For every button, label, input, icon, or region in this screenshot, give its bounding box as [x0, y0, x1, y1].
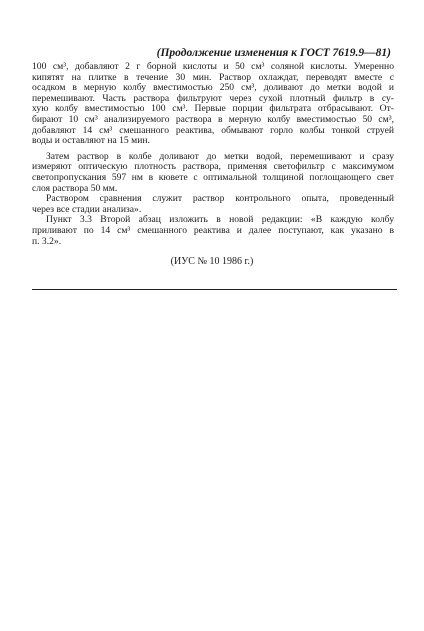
- text-line: 100 см³, добавляют 2 г борной кислоты и 50 см³ соляной кислоты. Умеренно: [32, 61, 394, 72]
- text-line: кипятят на плитке в течение 30 мин. Раствор охлаждат, переводят вместе с: [32, 71, 394, 83]
- paragraph-2: [32, 152, 394, 194]
- text-line: воды и оставляют на 15 мин.: [32, 135, 150, 147]
- text-line: Раствором сравнения служит раствор контрольного опыта, проведенный: [46, 193, 394, 205]
- text-line: приливают по 14 см³ смешанного реактива и далее поступают, как указано в: [32, 224, 394, 236]
- paragraph-1: [32, 62, 394, 147]
- text-line: Затем раствор в колбе доливают до метки водой, перемешивают и сразу: [46, 150, 394, 162]
- text-line: хую колбу вместимостью 100 см³. Первые порции фильтрата отбрасывают. От-: [32, 103, 394, 115]
- text-line: слоя раствора 50 мм.: [32, 182, 118, 194]
- paragraph-4: [32, 215, 394, 247]
- text-line: бирают 10 см³ анализируемого раствора в мерную колбу вместимостью 50 см³,: [32, 113, 394, 125]
- text-line: п. 3.2».: [32, 235, 62, 247]
- text-line: светопропускания 597 нм в кювете с оптимальной толщиной поглощающего свет: [32, 171, 394, 183]
- paragraph-3: [32, 194, 394, 215]
- text-line: Пункт 3.3 Второй абзац изложить в новой редакции: «В каждую колбу: [46, 214, 394, 226]
- body-text: [32, 62, 394, 247]
- text-line: измеряют оптическую плотность раствора, применяя светофильтр с максимумом: [32, 161, 394, 173]
- text-line: через все стадии анализа».: [32, 203, 142, 215]
- source-note: (ИУС № 10 1986 г.): [170, 256, 254, 267]
- text-line: осадком в мерную колбу вместимостью 250 см³, доливают до метки водой и: [32, 82, 394, 94]
- text-line: перемешивают. Часть раствора фильтруют через сухой плотный фильтр в су-: [32, 92, 394, 104]
- text-line: добавляют 14 см³ смешанного реактива, обмывают горло колбы тонкой струей: [32, 124, 394, 136]
- page-header: (Продолжение изменения к ГОСТ 7619.9—81): [156, 47, 391, 59]
- horizontal-rule: [32, 289, 397, 290]
